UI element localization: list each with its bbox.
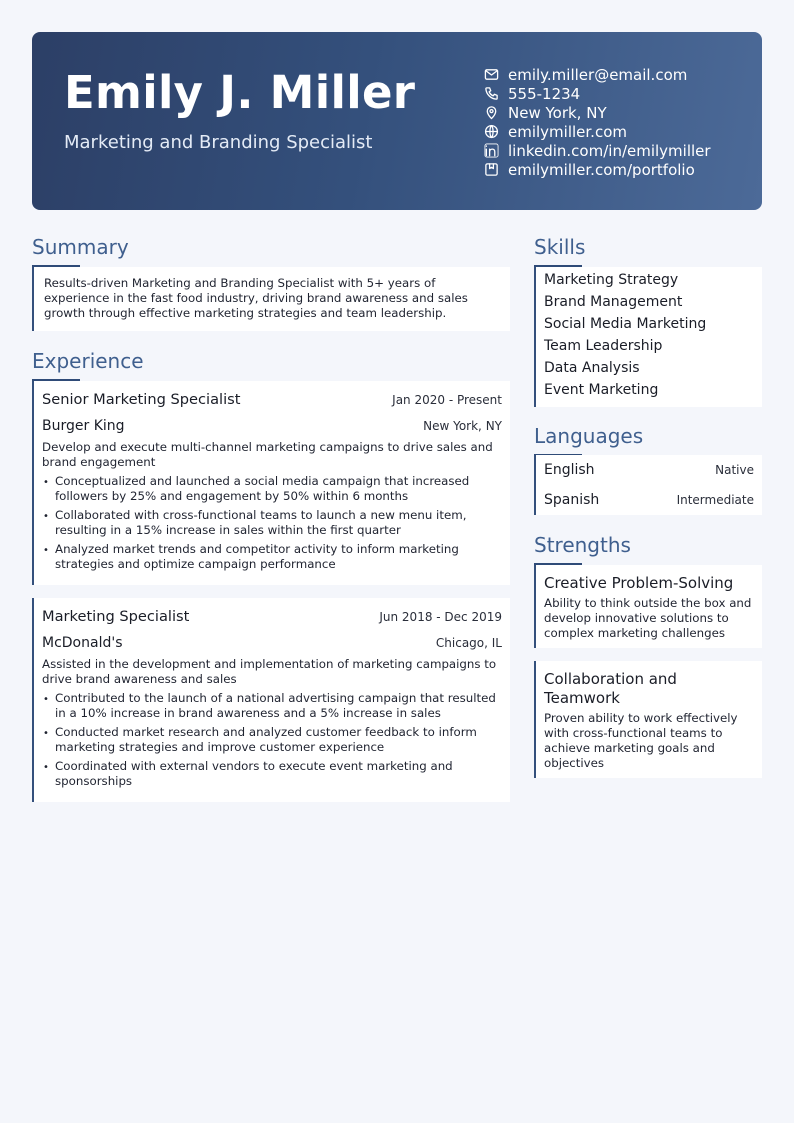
skill-item: Social Media Marketing [544,316,707,332]
job-bullet: • Conducted market research and analyzed customer feedback to inform marketing strategies and improve customer experience [42,725,502,755]
contact-phone[interactable] [484,84,754,103]
contact-email-text: emily.miller@email.com [508,65,688,84]
contact-list [484,65,754,179]
language-name: English [544,462,595,478]
contact-linkedin-text: linkedin.com/in/emilymiller [508,141,711,160]
job-company: McDonald's [42,635,123,651]
contact-portfolio[interactable] [484,160,754,179]
language-level: Native [715,463,754,477]
summary-card [32,267,510,331]
skill-item: Brand Management [544,294,683,310]
contact-location-text: New York, NY [508,103,607,122]
job-card [32,598,510,802]
skill-item: Marketing Strategy [544,272,679,288]
strength-description: Proven ability to work effectively with cross-functional teams to achieve marketing goals and objectives [544,711,738,770]
contact-phone-text: 555-1234 [508,84,581,103]
contact-website[interactable] [484,122,754,141]
skill-item: Event Marketing [544,382,659,398]
summary-text: Results-driven Marketing and Branding Specialist with 5+ years of experience in the fast food industry, driving brand awareness and sales growth through effective marketing strategies and team leadership. [44,276,468,320]
candidate-role: Marketing and Branding Specialist [64,132,373,153]
job-location: Chicago, IL [435,636,502,650]
location-pin-icon [484,105,499,120]
experience-heading: Experience [32,349,144,373]
job-location: New York, NY [423,419,502,433]
linkedin-icon [484,143,499,158]
skills-card [534,267,762,407]
job-bullet: • Analyzed market trends and competitor activity to inform marketing strategies and optimize campaign performance [42,542,502,572]
candidate-name: Emily J. Miller [64,66,416,119]
strength-title: Collaboration and Teamwork [544,670,677,707]
job-dates: Jan 2020 - Present [392,393,502,407]
envelope-icon [484,67,499,82]
job-company: Burger King [42,418,125,434]
contact-website-text: emilymiller.com [508,122,627,141]
portfolio-icon [484,162,499,177]
language-row [534,485,762,515]
job-description: Assisted in the development and implementation of marketing campaigns to drive brand awareness and sales [42,657,497,686]
job-bullet: • Conceptualized and launched a social media campaign that increased followers by 25% and engagement by 50% within 6 months [42,474,502,504]
strengths-heading: Strengths [534,533,631,557]
strength-card [534,565,762,648]
job-bullet-list [42,691,502,789]
contact-location [484,103,754,122]
language-level: Intermediate [676,493,754,507]
job-dates: Jun 2018 - Dec 2019 [379,610,502,624]
job-description: Develop and execute multi-channel marketing campaigns to drive sales and brand engagement [42,440,493,469]
job-card [32,381,510,585]
job-bullet-list [42,474,502,572]
strength-title: Creative Problem-Solving [544,574,734,592]
strength-card [534,661,762,778]
skills-heading: Skills [534,235,586,259]
contact-portfolio-text: emilymiller.com/portfolio [508,160,695,179]
strength-description: Ability to think outside the box and develop innovative solutions to complex marketing challenges [544,596,752,640]
job-entry [34,598,510,789]
job-entry [34,381,510,572]
skill-item: Data Analysis [544,360,640,376]
skill-item: Team Leadership [544,338,663,354]
contact-email[interactable] [484,65,754,84]
header-banner [32,32,762,210]
job-bullet: • Contributed to the launch of a national advertising campaign that resulted in a 10% increase in brand awareness and a 5% increase in sales [42,691,502,721]
job-title: Marketing Specialist [42,608,190,625]
globe-icon [484,124,499,139]
language-name: Spanish [544,492,600,508]
job-bullet: • Coordinated with external vendors to execute event marketing and sponsorships [42,759,502,789]
languages-list [534,455,762,517]
language-row [534,455,762,485]
phone-icon [484,86,499,101]
summary-heading: Summary [32,235,129,259]
job-bullet: • Collaborated with cross-functional teams to launch a new menu item, resulting in a 15% increase in sales within the first quarter [42,508,502,538]
languages-heading: Languages [534,424,644,448]
contact-linkedin[interactable] [484,141,754,160]
job-title: Senior Marketing Specialist [42,391,241,408]
